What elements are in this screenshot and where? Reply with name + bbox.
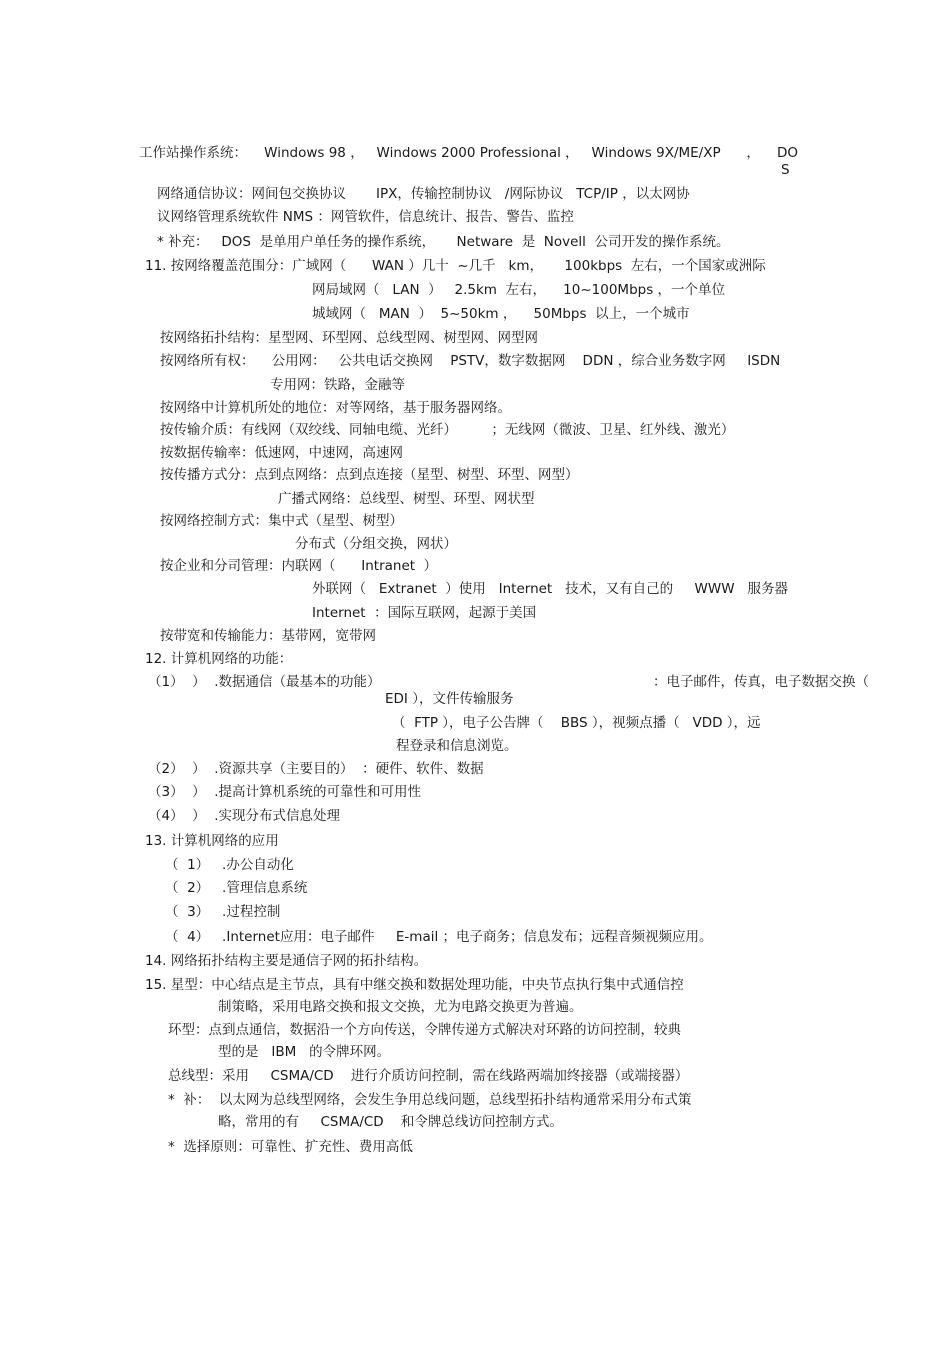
line-15-bus: 总线型：采用 CSMA/CD 进行介质访问控制，需在线路两端加终接器（或端接器） [168,1068,689,1084]
line-12-1-right: ：电子邮件，传真，电子数据交换（ [653,674,869,690]
line-nms: 议网络管理系统软件 NMS ：网管软件，信息统计、报告、警告、监控 [157,209,574,225]
line-12-4: （4） ） .实现分布式信息处理 [148,808,341,824]
line-15-ring: 环型：点到点通信，数据沿一个方向传送，令牌传递方式解决对环路的访问控制，较典 [168,1022,681,1038]
line-13-4: （ 4） .Internet应用：电子邮件 E-mail ；电子商务；信息发布；远程音频视频应用。 [165,929,713,945]
heading-13: 13. 计算机网络的应用 [145,833,279,849]
line-propagation: 按传播方式分：点到点网络：点到点连接（星型、树型、环型、网型） [160,467,579,483]
line-11-lan: 网局域网（ LAN ） 2.5km 左右， 10~100Mbps ，一个单位 [312,282,726,298]
line-control: 按网络控制方式：集中式（星型、树型） [160,513,403,529]
line-13-3: （ 3） .过程控制 [165,904,281,920]
line-15-supplement: * 补： 以太网为总线型网络，会发生争用总线问题，总线型拓扑结构通常采用分布式策 [168,1092,692,1108]
line-12-1-edi: EDI ），文件传输服务 [385,691,514,707]
line-11-man: 城域网（ MAN ） 5~50km ， 50Mbps 以上，一个城市 [312,306,690,322]
line-11-wan: 11. 按网络覆盖范围分：广域网（ WAN ）几十 ~几千 km， 100kbps 左右，一个国家或洲际 [145,258,766,274]
line-13-2: （ 2） .管理信息系统 [165,880,308,896]
line-12-1-remote: 程登录和信息浏览。 [396,738,518,754]
line-12-3: （3） ） .提高计算机系统的可靠性和可用性 [148,784,422,800]
line-topology: 按网络拓扑结构：星型网、环型网、总线型网、树型网、网型网 [160,330,538,346]
line-15-principle: * 选择原则：可靠性、扩充性、费用高低 [168,1139,413,1155]
line-bandwidth: 按带宽和传输能力：基带网，宽带网 [160,628,376,644]
line-15-ring-cont: 型的是 IBM 的令牌环网。 [218,1044,391,1060]
line-supplement: * 补充： DOS 是单用户单任务的操作系统， Netware 是 Novell 公司开发的操作系统。 [157,234,730,250]
line-internet: Internet ：国际互联网，起源于美国 [312,605,537,621]
line-intranet: 按企业和分司管理：内联网（ Intranet ） [160,558,438,574]
line-distributed: 分布式（分组交换，网状） [295,536,457,552]
line-medium: 按传输介质：有线网（双绞线、同轴电缆、光纤） ；无线网（微波、卫星、红外线、激光） [160,422,735,438]
line-15-star: 15. 星型：中心结点是主节点，具有中继交换和数据处理功能，中央节点执行集中式通信控 [145,977,684,993]
heading-12: 12. 计算机网络的功能： [145,651,293,667]
line-private-net: 专用网：铁路，金融等 [270,377,405,393]
line-extranet: 外联网（ Extranet ）使用 Internet 技术，又有自己的 WWW 服务器 [312,581,788,597]
line-13-1: （ 1） .办公自动化 [165,857,294,873]
line-12-1-ftp: （ FTP ），电子公告牌（ BBS ），视频点播（ VDD ），远 [392,715,761,731]
line-ownership: 按网络所有权： 公用网： 公共电话交换网 PSTV，数字数据网 DDN ，综合业务数字网 ISDN [160,353,781,369]
line-os: 工作站操作系统： Windows 98 ， Windows 2000 Professional ， Windows 9X/ME/XP ， DO [139,145,799,161]
line-15-star-cont: 制策略，采用电路交换和报文交换，尤为电路交换更为普遍。 [218,999,583,1015]
line-rate: 按数据传输率：低速网，中速网，高速网 [160,445,403,461]
line-os-cont: S [781,162,790,178]
line-broadcast: 广播式网络：总线型、树型、环型、网状型 [278,491,535,507]
heading-14: 14. 网络拓扑结构主要是通信子网的拓扑结构。 [145,953,428,969]
line-15-supplement-cont: 略，常用的有 CSMA/CD 和令牌总线访问控制方式。 [218,1114,563,1130]
line-12-1: （1） ） .数据通信（最基本的功能） [148,674,381,690]
line-protocol: 网络通信协议：网间包交换协议 IPX，传输控制协议 /网际协议 TCP/IP ，以太网协 [157,186,690,202]
line-12-2: （2） ） .资源共享（主要目的） ：硬件、软件、数据 [148,761,484,777]
line-position: 按网络中计算机所处的地位：对等网络，基于服务器网络。 [160,400,511,416]
